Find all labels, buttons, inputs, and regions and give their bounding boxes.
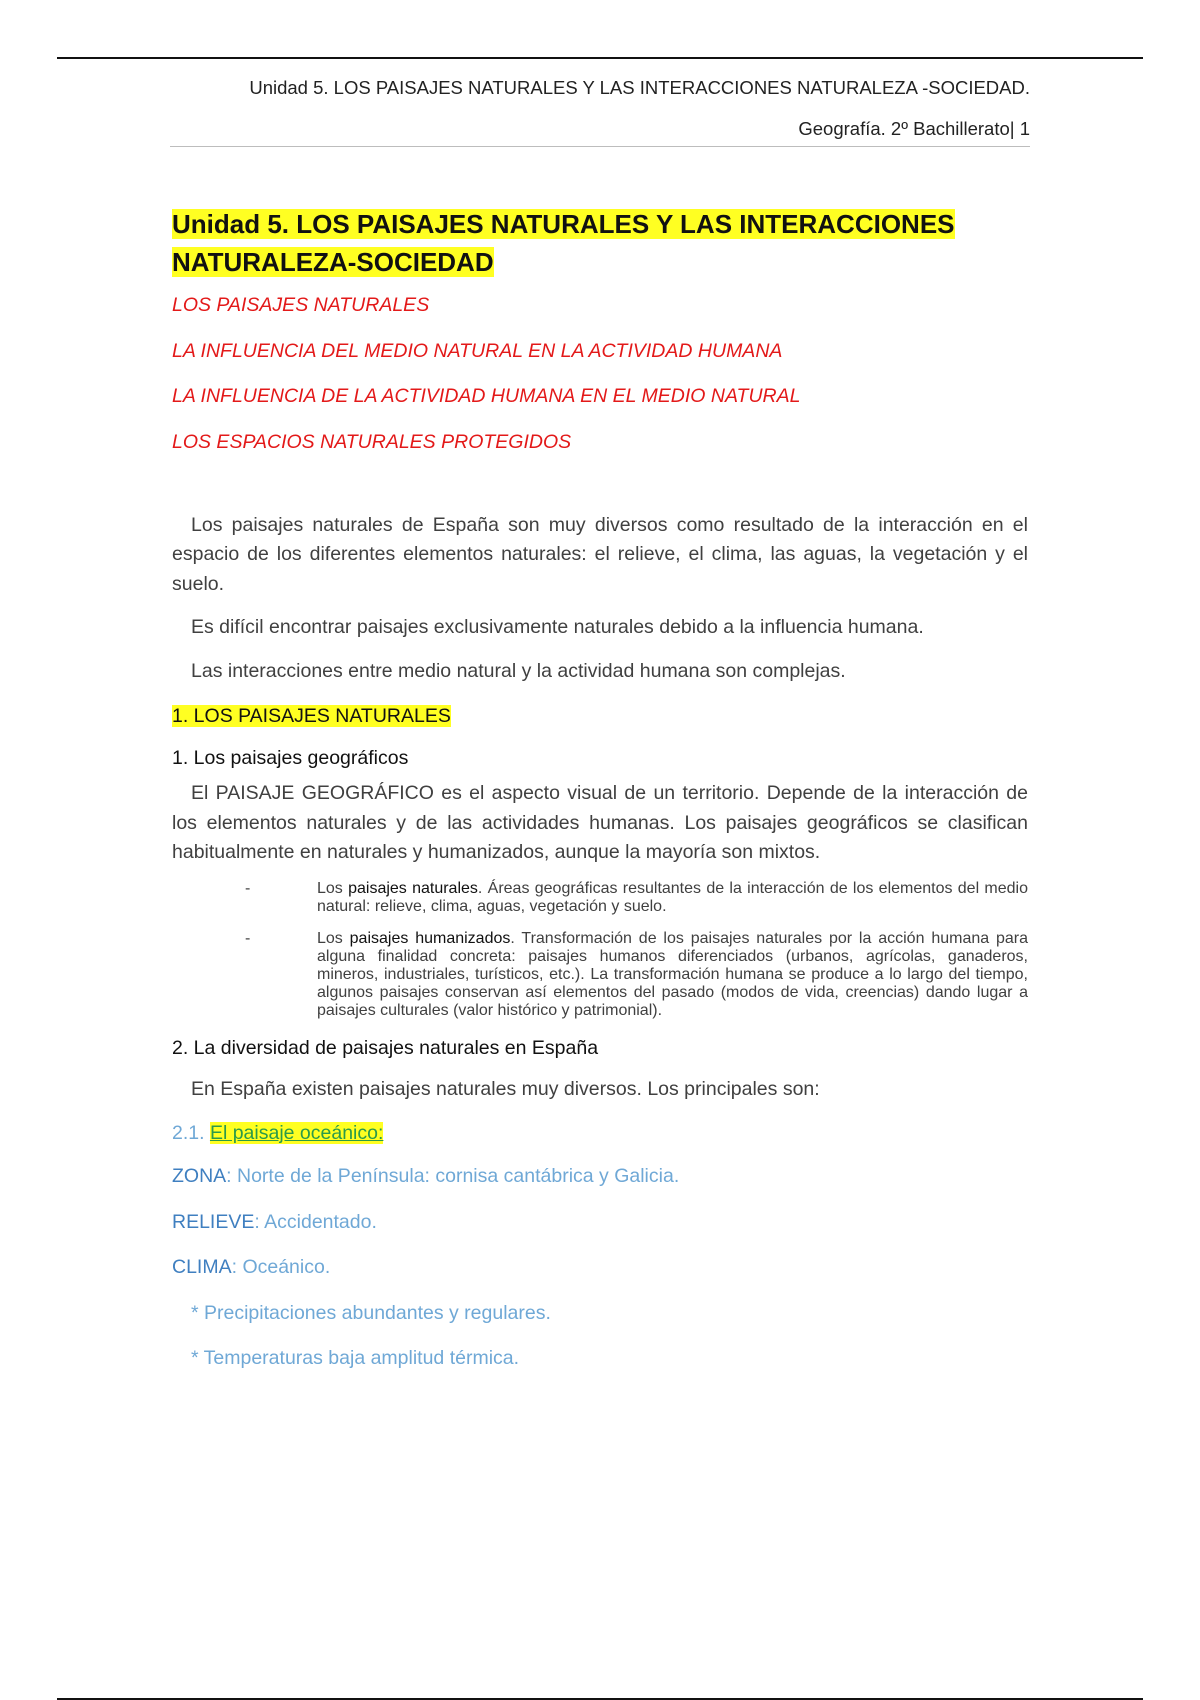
relieve-text: : Accidentado.	[254, 1210, 377, 1233]
oceanic-colon: :	[377, 1121, 384, 1144]
paragraph-diversidad: En España existen paisajes naturales muy diversos. Los principales son:	[191, 1078, 820, 1100]
intro-paragraph: Es difícil encontrar paisajes exclusivamente naturales debido a la influencia humana.	[191, 616, 924, 638]
bullet-term: paisajes naturales	[348, 879, 478, 897]
section-heading-text: 1. LOS PAISAJES NATURALES	[172, 705, 451, 727]
clima-label: CLIMA	[172, 1256, 232, 1278]
bullet-body: . Transformación de los paisajes naturales por la acción humana para alguna finalidad concreta: paisajes humanos diferenciados (urbanos, agrícolas, ganaderos, mineros, industriales, turísticos, etc.). La transformación humana se produce a lo largo del tiempo, algunos paisajes conservan así elementos del pasado (modos de vida, creencias) dando lugar a paisajes culturales (valor histórico y patrimonial).	[317, 929, 1029, 1019]
oceanic-relieve	[172, 1208, 1028, 1238]
relieve-label: RELIEVE	[172, 1210, 255, 1233]
running-header-subject: Geografía. 2º Bachillerato| 1	[798, 118, 1030, 139]
clima-text: : Oceánico.	[231, 1256, 331, 1278]
bullet-text	[317, 880, 1028, 916]
bullet-lead: Los	[317, 879, 349, 897]
bullet-text	[317, 930, 1028, 1020]
oceanic-clima	[172, 1253, 1028, 1283]
toc-item[interactable]: LA INFLUENCIA DE LA ACTIVIDAD HUMANA EN EL MEDIO NATURAL	[172, 385, 801, 407]
bullet-item	[245, 930, 1028, 1020]
table-of-contents	[172, 293, 1028, 454]
header-rule	[170, 146, 1030, 147]
section-heading	[172, 702, 1028, 732]
bullet-dash: -	[245, 879, 251, 897]
title-line-2: NATURALEZA-SOCIEDAD	[172, 247, 494, 277]
title-line-1: Unidad 5. LOS PAISAJES NATURALES Y LAS INTERACCIONES	[172, 209, 955, 239]
intro-paragraph: Los paisajes naturales de España son muy diversos como resultado de la interacción en el espacio de los diferentes elementos naturales: el relieve, el clima, las aguas, la vegetación y el suelo.	[172, 513, 1028, 595]
zona-text: : Norte de la Península: cornisa cantábrica y Galicia.	[226, 1165, 680, 1187]
top-page-rule	[57, 57, 1143, 59]
subsection-heading: 2. La diversidad de paisajes naturales en España	[172, 1036, 599, 1059]
toc-item[interactable]: LA INFLUENCIA DEL MEDIO NATURAL EN LA ACTIVIDAD HUMANA	[172, 339, 783, 362]
oceanic-heading	[172, 1119, 1028, 1149]
toc-item[interactable]: LOS ESPACIOS NATURALES PROTEGIDOS	[172, 430, 572, 453]
bullet-lead: Los	[317, 929, 350, 947]
oceanic-title-link[interactable]: El paisaje oceánico	[209, 1121, 378, 1144]
document-body	[172, 205, 1028, 1374]
oceanic-zona	[172, 1162, 1028, 1192]
bullet-item	[245, 880, 1028, 916]
zona-label: ZONA	[172, 1165, 227, 1187]
bullet-body: . Áreas geográficas resultantes de la interacción de los elementos del medio natural: relieve, clima, aguas, vegetación y suelo.	[317, 879, 1029, 915]
document-title	[172, 205, 1028, 281]
toc-item[interactable]: LOS PAISAJES NATURALES	[172, 294, 430, 316]
oceanic-number: 2.1.	[172, 1121, 210, 1144]
bullet-term: paisajes humanizados	[349, 929, 511, 947]
clima-point: * Precipitaciones abundantes y regulares.	[191, 1301, 551, 1324]
clima-point: * Temperaturas baja amplitud térmica.	[191, 1347, 520, 1369]
running-header-title: Unidad 5. LOS PAISAJES NATURALES Y LAS INTERACCIONES NATURALEZA -SOCIEDAD.	[249, 77, 1030, 98]
intro-paragraph: Las interacciones entre medio natural y la actividad humana son complejas.	[191, 659, 846, 682]
paragraph-paisaje-geografico: El PAISAJE GEOGRÁFICO es el aspecto visual de un territorio. Depende de la interacción de los elementos naturales y de las actividades humanas. Los paisajes geográficos se clasifican habitualmente en naturales y humanizados, aunque la mayoría son mixtos.	[172, 782, 1028, 863]
subsection-heading: 1. Los paisajes geográficos	[172, 746, 409, 769]
bullet-dash: -	[245, 929, 251, 947]
